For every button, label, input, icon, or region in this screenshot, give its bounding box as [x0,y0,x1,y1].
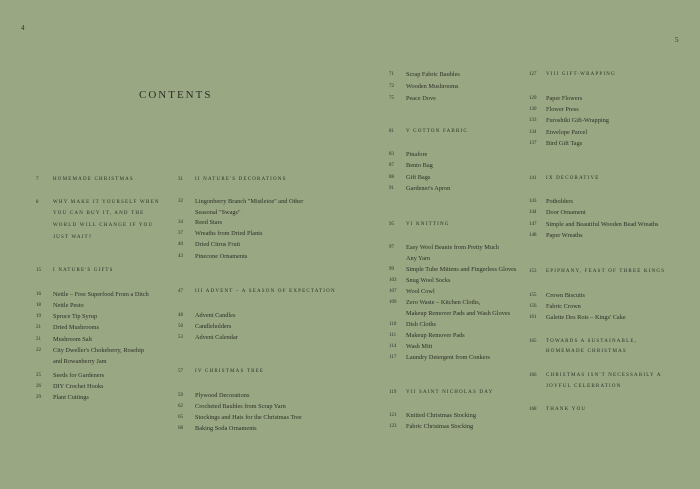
toc-page-number: 47 [178,289,183,294]
toc-entry-title: Dish Cloths [406,321,436,328]
toc-section-heading [178,175,368,186]
toc-entry-title: Wooden Mushrooms [406,83,459,90]
toc-page-number: 168 [529,407,537,412]
toc-entry [529,197,694,206]
toc-entry-title: DIY Crochet Hooks [53,383,104,390]
toc-entry [36,382,226,391]
toc-page-number: 88 [389,175,394,180]
toc-entry-title: Flower Press [546,106,579,113]
toc-entry-title: HOMEMADE CHRISTMAS [546,349,627,354]
toc-entry-title: VIII GIFT-WRAPPING [546,72,616,77]
toc-entry-title: Lingonberry Branch "Mistletoe" and Other [195,198,304,205]
toc-page-number: 48 [178,313,183,318]
toc-page-number: 119 [389,390,397,395]
toc-entry-title: Stockings and Hats for the Christmas Tree [195,414,302,421]
toc-entry [389,161,579,170]
toc-entry [178,252,368,261]
toc-entry-title: Galette Des Rois – Kings' Cake [546,314,626,321]
toc-page-number: 141 [529,176,537,181]
toc-entry [178,218,368,227]
toc-page-number: 148 [529,233,537,238]
toc-page-number: 127 [529,72,537,77]
toc-page-number: 83 [389,152,394,157]
toc-entry [178,229,368,238]
toc-entry-title: Easy Wool Beanie from Pretty Much [406,244,499,251]
toc-entry-title: Door Ornament [546,209,586,216]
toc-entry [178,413,368,422]
toc-entry-title: II NATURE'S DECORATIONS [195,177,287,182]
toc-entry-title: Simple Tube Mittens and Fingerless Gloves [406,266,517,273]
toc-entry [529,302,694,311]
toc-section-heading [529,405,694,416]
toc-entry [178,333,368,342]
toc-entry-title: Dried Citrus Fruit [195,241,241,248]
toc-entry-title: Paper Flowers [546,95,583,102]
toc-entry-title: Simple and Beautiful Wooden Bead Wreaths [546,221,659,228]
toc-entry [389,82,579,91]
toc-entry-title: EPIPHANY, FEAST OF THREE KINGS [546,269,666,274]
toc-entry-title: Wool Cowl [406,288,435,295]
toc-page-number: 97 [389,245,394,250]
toc-entry [178,402,368,411]
toc-entry-title: Seeds for Gardeners [53,372,105,379]
toc-section-heading [529,267,694,278]
toc-entry-title: V COTTON FABRIC [406,129,468,134]
toc-page-number: 153 [529,269,537,274]
toc-page-number: 107 [389,289,397,294]
toc-entry-title: Fabric Christmas Stocking [406,423,474,430]
toc-page-number: 133 [529,118,537,123]
toc-page-number: 40 [178,242,183,247]
toc-entry [36,357,226,366]
toc-page-number: 161 [529,315,537,320]
toc-entry-title: Reed Stars [195,219,223,226]
toc-entry [178,322,368,331]
toc-entry-title: Nettle Pesto [53,302,84,309]
toc-entry-title: IX DECORATIVE [546,176,600,181]
toc-page-number: 130 [529,107,537,112]
toc-entry-title: Envelope Parcel [546,129,588,136]
toc-entry [529,105,694,114]
toc-page-number: 121 [389,413,397,418]
toc-page-number: 68 [178,426,183,431]
toc-page-number: 26 [36,384,41,389]
toc-entry-title: Plant Cuttings [53,394,89,401]
toc-page-number: 144 [529,210,537,215]
toc-section-heading [529,371,694,382]
toc-page-number: 32 [178,199,183,204]
toc-entry-title: Crocheted Baubles from Scrap Yarn [195,403,286,410]
toc-page-number: 117 [389,355,397,360]
toc-page-number: 114 [389,344,397,349]
toc-page-number: 71 [389,72,394,77]
toc-entry-title: Crown Biscuits [546,292,586,299]
toc-entry-title: Seasonal "Swags" [195,209,241,216]
toc-entry-title: and Rowanberry Jam [53,358,107,365]
toc-entry [389,184,579,193]
right-page-number: 5 [675,36,679,44]
toc-entry [529,94,694,103]
toc-entry-title: Advent Calendar [195,334,238,341]
toc-page-number: 155 [529,293,537,298]
toc-entry [178,240,368,249]
toc-page-number: 62 [178,404,183,409]
toc-page-number: 21 [36,337,41,342]
toc-page-number: 22 [36,348,41,353]
toc-entry-title: Scrap Fabric Baubles [406,71,460,78]
toc-section-heading [178,367,368,378]
toc-section-heading [178,287,368,298]
toc-entry-title: Advent Candles [195,312,236,319]
toc-page-number: 50 [178,324,183,329]
toc-entry-title: I NATURE'S GIFTS [53,268,114,273]
toc-page-number: 110 [389,322,397,327]
toc-entry-title: CHRISTMAS ISN'T NECESSARILY A [546,373,662,378]
toc-page-number: 143 [529,199,537,204]
toc-entry-title: WORLD WILL CHANGE IF YOU [53,223,154,228]
toc-entry [529,220,694,229]
toc-section-heading [529,174,694,185]
toc-entry [36,346,226,355]
toc-page-number: 123 [389,424,397,429]
toc-entry-title: Potholders [546,198,573,205]
toc-page-number: 95 [389,222,394,227]
toc-entry-title: Laundry Detergent from Conkers [406,354,490,361]
toc-page-number: 16 [36,292,41,297]
toc-entry-title: Makeup Remover Pads [406,332,465,339]
toc-page-number: 111 [389,333,397,338]
toc-entry-title: Furoshiki Gift-Wrapping [546,117,609,124]
toc-entry-title: Mushroom Salt [53,336,93,343]
toc-entry [178,197,368,206]
toc-entry-title: Zero Waste – Kitchen Cloths, [406,299,481,306]
toc-entry [389,254,579,263]
toc-entry [178,391,368,400]
toc-page-number: 57 [178,369,183,374]
toc-entry-title: Paper Wreaths [546,232,583,239]
toc-page-number: 21 [36,325,41,330]
toc-entry-title: VII SAINT NICHOLAS DAY [406,390,494,395]
toc-entry-title: Dried Mushrooms [53,324,99,331]
toc-section-heading [529,347,694,358]
toc-entry [389,422,579,431]
toc-page-number: 87 [389,163,394,168]
toc-page-number: 15 [36,268,41,273]
toc-page-number: 19 [36,314,41,319]
toc-entry-title: JUST WAIT? [53,235,93,240]
toc-page-number: 34 [178,220,183,225]
toc-entry [529,208,694,217]
toc-page-number: 129 [529,96,537,101]
toc-entry [529,139,694,148]
toc-entry-title: WHY MAKE IT YOURSELF WHEN [53,200,160,205]
toc-page-number: 31 [178,177,183,182]
toc-entry-title: Fabric Crown [546,303,581,310]
toc-section-heading [529,382,694,393]
toc-entry-title: Makeup Remover Pads and Wash Gloves [406,310,511,317]
left-page-number: 4 [21,24,25,32]
toc-entry-title: Gardener's Apron [406,185,451,192]
toc-page-number: 75 [389,96,394,101]
toc-entry-title: VI KNITTING [406,222,450,227]
contents-title: CONTENTS [139,89,213,101]
toc-entry-title: Pinafore [406,151,428,158]
toc-entry-title: TOWARDS A SUSTAINABLE, [546,339,638,344]
toc-page-number: 156 [529,304,537,309]
toc-page-number: 37 [178,231,183,236]
toc-page-number: 137 [529,141,537,146]
toc-page-number: 65 [178,415,183,420]
toc-entry-title: IV CHRISTMAS TREE [195,369,265,374]
toc-entry-title: JOYFUL CELEBRATION [546,384,622,389]
toc-page-number: 134 [529,130,537,135]
toc-page-number: 91 [389,186,394,191]
toc-entry-title: Spruce Tip Syrup [53,313,98,320]
toc-entry-title: Gift Bags [406,174,431,181]
toc-page-number: 29 [36,395,41,400]
toc-section-heading [36,266,226,277]
toc-page-number: 147 [529,222,537,227]
toc-entry [178,208,368,217]
toc-entry [529,291,694,300]
toc-entry-title: Pinecone Ornaments [195,253,248,260]
toc-entry-title: Bird Gift Tags [546,140,583,147]
toc-entry-title: HOMEMADE CHRISTMAS [53,177,134,182]
toc-page-number: 81 [389,129,394,134]
toc-entry [529,116,694,125]
toc-page-number: 7 [36,177,39,182]
toc-entry-title: YOU CAN BUY IT, AND THE [53,211,145,216]
toc-entry-title: THANK YOU [546,407,587,412]
toc-entry [529,231,694,240]
toc-page-number: 99 [389,267,394,272]
toc-page-number: 8 [36,200,39,205]
toc-entry [389,150,579,159]
toc-page-number: 25 [36,373,41,378]
toc-entry-title: Knitted Christmas Stocking [406,412,476,419]
toc-entry-title: Plywood Decorations [195,392,250,399]
toc-entry-title: Bento Bag [406,162,433,169]
toc-entry [529,128,694,137]
toc-entry-title: III ADVENT – A SEASON OF EXPECTATION [195,289,336,294]
toc-entry [178,311,368,320]
toc-page-number: 43 [178,254,183,259]
toc-page-number: 59 [178,393,183,398]
toc-entry [178,424,368,433]
toc-entry [36,301,226,310]
toc-entry-title: Baking Soda Ornaments [195,425,257,432]
toc-page-number: 18 [36,303,41,308]
toc-entry [389,243,579,252]
toc-page-number: 166 [529,373,537,378]
toc-page-number: 72 [389,84,394,89]
toc-entry-title: Any Yarn [406,255,431,262]
toc-entry-title: Snug Wool Socks [406,277,451,284]
toc-page-number: 109 [389,300,397,305]
toc-entry-title: Candleholders [195,323,232,330]
toc-entry-title: Wash Mitt [406,343,433,350]
toc-section-heading [529,70,694,81]
toc-entry-title: Nettle – Free Superfood From a Ditch [53,291,149,298]
toc-entry [529,313,694,322]
toc-entry-title: Peace Dove [406,95,436,102]
toc-entry-title: City Dweller's Chokeberry, Rosehip [53,347,144,354]
toc-page-number: 103 [389,278,397,283]
toc-page-number: 53 [178,335,183,340]
toc-section-heading [529,337,694,348]
toc-page-number: 165 [529,339,537,344]
toc-entry-title: Wreaths from Dried Plants [195,230,263,237]
